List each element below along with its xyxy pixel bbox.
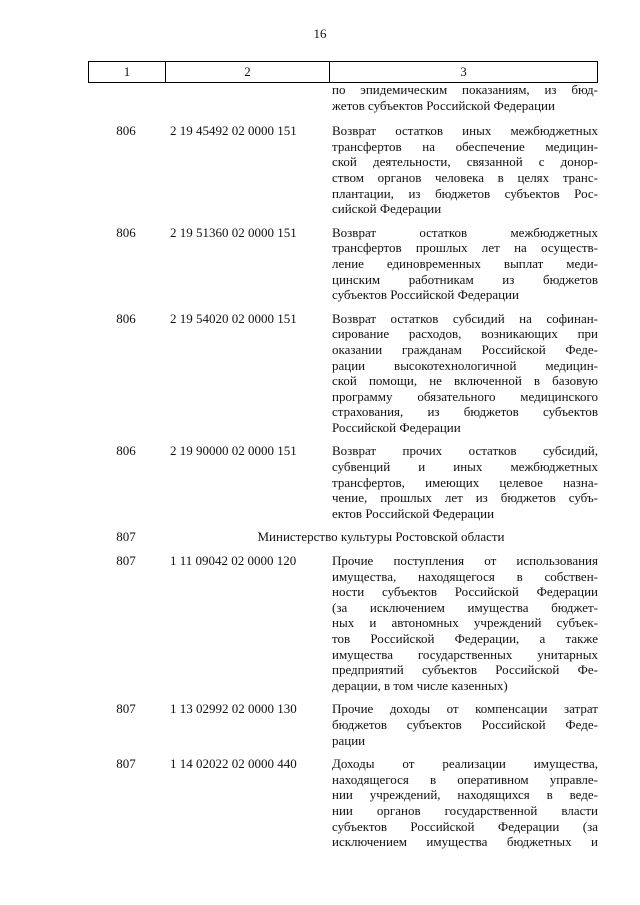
text-line: рации высокотехнологичной медицин-	[332, 357, 598, 373]
row-description	[324, 225, 598, 303]
text-line: Доходы от реализации имущества,	[332, 756, 598, 772]
row-description	[324, 701, 598, 748]
text-line: бюджетов субъектов Российской Феде-	[332, 716, 598, 732]
row-description	[324, 123, 598, 217]
text-line: по эпидемическим показаниям, из бюд-	[332, 82, 598, 97]
text-line: субъектов Российской Федерации (за	[332, 818, 598, 834]
table-row	[88, 443, 598, 521]
text-line: ством органов человека в целях транс-	[332, 169, 598, 185]
text-line: трансфертов прошлых лет на осуществ-	[332, 240, 598, 256]
text-line: Возврат остатков межбюджетных	[332, 224, 598, 240]
header-col-3: 3	[460, 64, 467, 79]
kbk-code: 2 19 90000 02 0000 151	[170, 443, 297, 459]
text-line: программу обязательного медицинского	[332, 388, 598, 404]
text-line: трансфертов на обеспечение медицин-	[332, 138, 598, 154]
text-line: ных и автономных учреждений субъек-	[332, 615, 598, 631]
text-line: Прочие доходы от компенсации затрат	[332, 701, 598, 717]
admin-code: 807	[116, 553, 136, 569]
text-line: нии учреждений, находящихся в веде-	[332, 787, 598, 803]
row-description	[324, 311, 598, 436]
kbk-code: 2 19 51360 02 0000 151	[170, 224, 297, 240]
admin-code: 806	[116, 123, 136, 139]
table-row	[88, 553, 598, 693]
section-title: Министерство культуры Ростовской области	[257, 529, 505, 545]
row-description	[324, 756, 598, 850]
text-line: предприятий субъектов Российской Фе-	[332, 662, 598, 678]
kbk-code: 1 14 02022 02 0000 440	[170, 756, 297, 772]
text-line: Российской Федерации	[332, 419, 461, 435]
table-row	[88, 311, 598, 436]
text-line: Возврат прочих остатков субсидий,	[332, 443, 598, 459]
text-line: рации	[332, 732, 366, 748]
table-row	[88, 123, 598, 217]
text-line: цинским работникам из бюджетов	[332, 271, 598, 287]
text-line: жетов субъектов Российской Федерации	[332, 97, 555, 113]
table-body	[88, 82, 598, 858]
text-line: плантации, из бюджетов субъектов Рос-	[332, 185, 598, 201]
text-line: Возврат остатков иных межбюджетных	[332, 123, 598, 139]
admin-code: 807	[116, 701, 136, 717]
admin-code: 806	[116, 224, 136, 240]
table-row	[88, 756, 598, 850]
row-description	[324, 553, 598, 693]
row-description	[324, 443, 598, 521]
text-line: Возврат остатков субсидий на софинан-	[332, 310, 598, 326]
text-line: дерации, в том числе казенных)	[332, 677, 508, 693]
text-line: субвенций и иных межбюджетных	[332, 459, 598, 475]
text-line: ности субъектов Российской Федерации	[332, 584, 598, 600]
header-col-1: 1	[89, 62, 166, 82]
continuation-text	[324, 82, 598, 113]
text-line: имущества, находящегося в собствен-	[332, 568, 598, 584]
kbk-code: 2 19 45492 02 0000 151	[170, 123, 297, 139]
admin-code: 807	[116, 529, 136, 545]
text-line: исключением имущества бюджетных и	[332, 834, 598, 850]
admin-code: 806	[116, 443, 136, 459]
page-number: 16	[313, 26, 327, 41]
admin-code: 807	[116, 756, 136, 772]
text-line: ской деятельности, связанной с донор-	[332, 154, 598, 170]
continuation-row	[88, 82, 598, 113]
text-line: трансфертов, имеющих целевое назна-	[332, 474, 598, 490]
text-line: ектов Российской Федерации	[332, 505, 495, 521]
text-line: оказании гражданам Российской Феде-	[332, 341, 598, 357]
section-row	[88, 529, 598, 545]
table-header	[88, 61, 598, 83]
text-line: находящегося в оперативном управле-	[332, 771, 598, 787]
text-line: субъектов Российской Федерации	[332, 287, 519, 303]
text-line: ской помощи, не включенной в базовую	[332, 373, 598, 389]
kbk-code: 1 11 09042 02 0000 120	[170, 553, 297, 569]
table-row	[88, 225, 598, 303]
text-line: чение, прошлых лет из бюджетов субъ-	[332, 490, 598, 506]
kbk-code: 1 13 02992 02 0000 130	[170, 701, 297, 717]
text-line: Прочие поступления от использования	[332, 553, 598, 569]
admin-code: 806	[116, 310, 136, 326]
text-line: тов Российской Федерации, а также	[332, 631, 598, 646]
text-line: нии органов государственной власти	[332, 802, 598, 818]
table-row	[88, 701, 598, 748]
text-line: страхования, из бюджетов субъектов	[332, 404, 598, 420]
text-line: сирование расходов, возникающих при	[332, 326, 598, 342]
text-line: ление единовременных выплат меди-	[332, 255, 598, 271]
text-line: (за исключением имущества бюджет-	[332, 599, 598, 615]
text-line: сийской Федерации	[332, 201, 442, 217]
text-line: имущества государственных унитарных	[332, 646, 598, 662]
header-col-2: 2	[166, 62, 330, 82]
kbk-code: 2 19 54020 02 0000 151	[170, 310, 297, 326]
